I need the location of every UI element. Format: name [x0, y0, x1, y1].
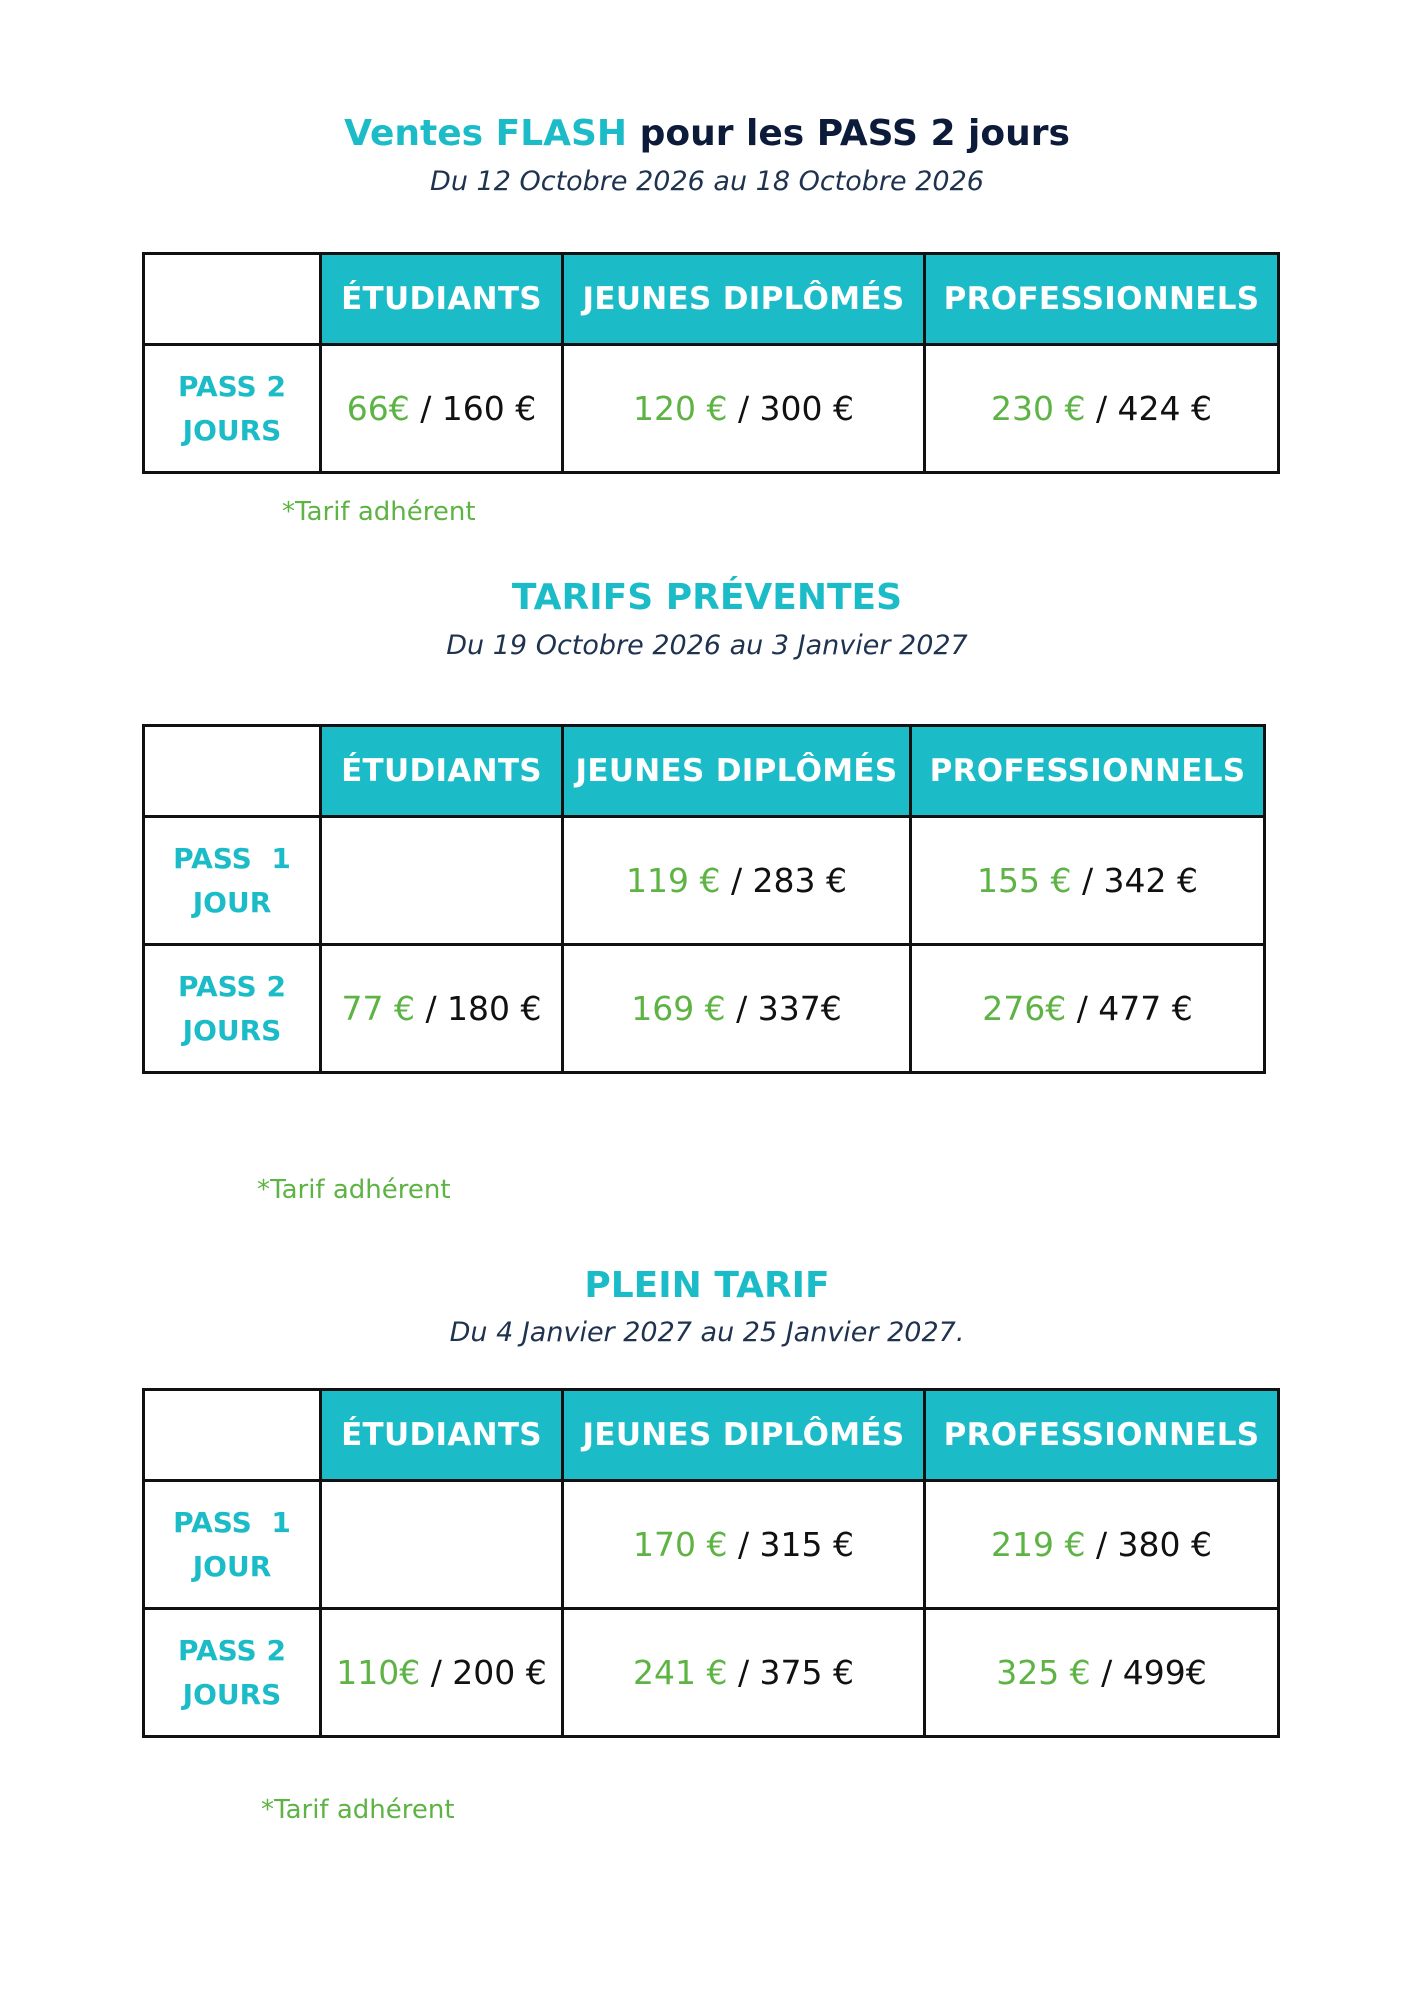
row-label-pass-2-jours: PASS 2 JOURS — [144, 345, 321, 473]
price-cell-jeunes-diplomes — [563, 945, 911, 1073]
regular-price: / 160 € — [409, 389, 537, 428]
flash-dates: Du 12 Octobre 2026 au 18 Octobre 2026 — [430, 166, 984, 197]
member-price: 325 € — [996, 1653, 1091, 1692]
price-cell-etudiants — [321, 345, 563, 473]
regular-price: / 283 € — [720, 861, 848, 900]
table-row — [144, 945, 1265, 1073]
column-header-jeunes-diplomes: JEUNES DIPLÔMÉS — [563, 254, 925, 345]
table-header-row — [144, 254, 1279, 345]
plein-dates: Du 4 Janvier 2027 au 25 Janvier 2027. — [449, 1317, 965, 1348]
column-header-jeunes-diplomes: JEUNES DIPLÔMÉS — [563, 726, 911, 817]
member-price: 170 € — [632, 1525, 728, 1564]
preventes-dates: Du 19 Octobre 2026 au 3 Janvier 2027 — [446, 630, 968, 661]
column-header-jeunes-diplomes: JEUNES DIPLÔMÉS — [563, 1390, 925, 1481]
plein-member-note: *Tarif adhérent — [261, 1795, 455, 1825]
price-cell-professionnels — [925, 1609, 1279, 1737]
price-cell-etudiants — [321, 1609, 563, 1737]
member-price: 219 € — [990, 1525, 1086, 1564]
member-price: 120 € — [632, 389, 728, 428]
member-price: 110€ — [336, 1653, 421, 1692]
plein-price-table — [142, 1388, 1280, 1738]
preventes-price-table — [142, 724, 1266, 1074]
table-header-row — [144, 726, 1265, 817]
column-header-etudiants: ÉTUDIANTS — [321, 1390, 563, 1481]
price-cell-professionnels — [911, 817, 1265, 945]
member-price: 155 € — [976, 861, 1072, 900]
regular-price: / 499€ — [1090, 1653, 1207, 1692]
flash-member-note: *Tarif adhérent — [282, 497, 476, 527]
price-cell-jeunes-diplomes — [563, 1481, 925, 1609]
flash-title-highlight: Ventes FLASH — [344, 113, 628, 154]
price-cell-etudiants-empty — [321, 1481, 563, 1609]
flash-title-rest: pour les PASS 2 jours — [639, 113, 1070, 154]
column-header-etudiants: ÉTUDIANTS — [321, 254, 563, 345]
member-price: 230 € — [990, 389, 1086, 428]
regular-price: / 477 € — [1066, 989, 1193, 1028]
price-cell-professionnels — [925, 1481, 1279, 1609]
member-price: 276€ — [982, 989, 1067, 1028]
flash-title — [0, 113, 1414, 154]
member-price: 119 € — [625, 861, 721, 900]
price-cell-jeunes-diplomes — [563, 1609, 925, 1737]
price-cell-professionnels — [925, 345, 1279, 473]
preventes-title: TARIFS PRÉVENTES — [511, 577, 903, 618]
regular-price: / 342 € — [1071, 861, 1199, 900]
price-cell-etudiants-empty — [321, 817, 563, 945]
table-row — [144, 1609, 1279, 1737]
price-cell-jeunes-diplomes — [563, 345, 925, 473]
row-label-pass-1-jour: PASS 1 JOUR — [144, 817, 321, 945]
column-header-professionnels: PROFESSIONNELS — [925, 254, 1279, 345]
regular-price: / 315 € — [727, 1525, 855, 1564]
row-label-pass-2-jours: PASS 2 JOURS — [144, 1609, 321, 1737]
column-header-professionnels: PROFESSIONNELS — [911, 726, 1265, 817]
column-header-etudiants: ÉTUDIANTS — [321, 726, 563, 817]
table-row — [144, 1481, 1279, 1609]
member-price: 66€ — [346, 389, 410, 428]
preventes-member-note: *Tarif adhérent — [257, 1175, 451, 1205]
table-row — [144, 345, 1279, 473]
regular-price: / 300 € — [727, 389, 855, 428]
regular-price: / 180 € — [414, 989, 542, 1028]
member-price: 241 € — [632, 1653, 728, 1692]
table-corner-cell — [144, 1390, 321, 1481]
regular-price: / 375 € — [727, 1653, 855, 1692]
member-price: 169 € — [631, 989, 726, 1028]
table-row — [144, 817, 1265, 945]
table-corner-cell — [144, 254, 321, 345]
plein-title: PLEIN TARIF — [584, 1265, 830, 1306]
price-cell-jeunes-diplomes — [563, 817, 911, 945]
member-price: 77 € — [341, 989, 415, 1028]
price-cell-professionnels — [911, 945, 1265, 1073]
row-label-pass-1-jour: PASS 1 JOUR — [144, 1481, 321, 1609]
regular-price: / 380 € — [1085, 1525, 1213, 1564]
column-header-professionnels: PROFESSIONNELS — [925, 1390, 1279, 1481]
regular-price: / 200 € — [420, 1653, 547, 1692]
table-corner-cell — [144, 726, 321, 817]
table-header-row — [144, 1390, 1279, 1481]
regular-price: / 337€ — [725, 989, 842, 1028]
price-cell-etudiants — [321, 945, 563, 1073]
row-label-pass-2-jours: PASS 2 JOURS — [144, 945, 321, 1073]
flash-price-table — [142, 252, 1280, 474]
regular-price: / 424 € — [1085, 389, 1213, 428]
